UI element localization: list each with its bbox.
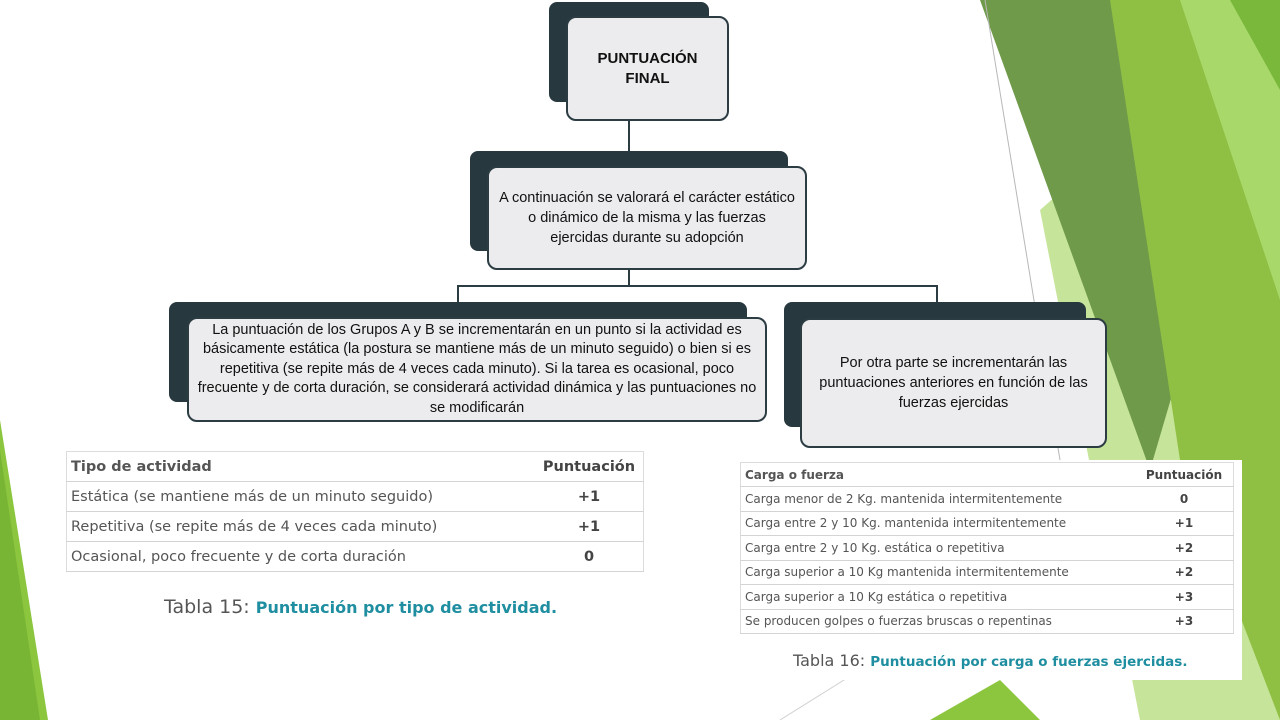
table-row: [741, 536, 1234, 561]
caption-prefix: Tabla 15:: [164, 596, 250, 618]
table-15: [66, 451, 644, 572]
table-row: [67, 512, 644, 542]
table-header-row: [741, 463, 1234, 487]
table-cell: 0: [535, 542, 644, 572]
table-cell: +1: [535, 512, 644, 542]
connector-right-down: [936, 285, 938, 302]
table-cell: Estática (se mantiene más de un minuto seguido): [67, 482, 536, 512]
table-16: [740, 462, 1234, 634]
table-cell: Carga superior a 10 Kg mantenida intermitentemente: [741, 560, 1136, 585]
table-cell: Carga menor de 2 Kg. mantenida intermitentemente: [741, 487, 1136, 512]
table-row: [741, 511, 1234, 536]
right-node-text: Por otra parte se incrementarán las puntuaciones anteriores en función de las fuerzas ejercidas: [819, 355, 1088, 411]
caption-prefix: Tabla 16:: [793, 651, 866, 670]
right-node: [800, 318, 1107, 448]
table-row: [741, 560, 1234, 585]
table-cell: +2: [1135, 560, 1234, 585]
table-header-cell: Puntuación: [1135, 463, 1234, 487]
caption-text: Puntuación por tipo de actividad.: [255, 598, 558, 617]
table-16-caption: [793, 651, 1187, 670]
table-header-cell: Tipo de actividad: [67, 452, 536, 482]
table-cell: Carga superior a 10 Kg estática o repetitiva: [741, 585, 1136, 610]
caption-text: Puntuación por carga o fuerzas ejercidas.: [870, 654, 1188, 670]
left-node: [187, 317, 767, 422]
table-cell: +3: [1135, 609, 1234, 634]
table-cell: Carga entre 2 y 10 Kg. estática o repetitiva: [741, 536, 1136, 561]
top-node: [566, 16, 729, 121]
table-cell: Se producen golpes o fuerzas bruscas o repentinas: [741, 609, 1136, 634]
connector-top-middle: [628, 121, 630, 151]
table-cell: 0: [1135, 487, 1234, 512]
table-cell: Ocasional, poco frecuente y de corta duración: [67, 542, 536, 572]
table-row: [741, 609, 1234, 634]
connector-left-down: [457, 285, 459, 302]
table-header-cell: Carga o fuerza: [741, 463, 1136, 487]
left-node-text: La puntuación de los Grupos A y B se incrementarán en un punto si la actividad es básicamente estática (la postura se mantiene más de un minuto seguido) o bien si es repetitiva (se repite más de 4 veces cada minuto). Si la tarea es ocasional, poco frecuente y de corta duración, se considerará actividad dinámica y las puntuaciones no se modificarán: [197, 321, 757, 416]
middle-node: [487, 166, 807, 270]
table-cell: +1: [1135, 511, 1234, 536]
table-cell: Repetitiva (se repite más de 4 veces cada minuto): [67, 512, 536, 542]
table-row: [741, 487, 1234, 512]
table-cell: +3: [1135, 585, 1234, 610]
connector-middle-down: [628, 270, 630, 286]
top-node-text: PUNTUACIÓN FINAL: [597, 49, 698, 87]
table-header-row: [67, 452, 644, 482]
table-cell: Carga entre 2 y 10 Kg. mantenida intermitentemente: [741, 511, 1136, 536]
table-row: [741, 585, 1234, 610]
table-15-caption: [164, 596, 557, 618]
middle-node-text: A continuación se valorará el carácter estático o dinámico de la misma y las fuerzas ejercidas durante su adopción: [499, 190, 795, 246]
table-cell: +1: [535, 482, 644, 512]
table-row: [67, 482, 644, 512]
table-cell: +2: [1135, 536, 1234, 561]
table-header-cell: Puntuación: [535, 452, 644, 482]
connector-horizontal: [457, 285, 938, 287]
table-row: [67, 542, 644, 572]
